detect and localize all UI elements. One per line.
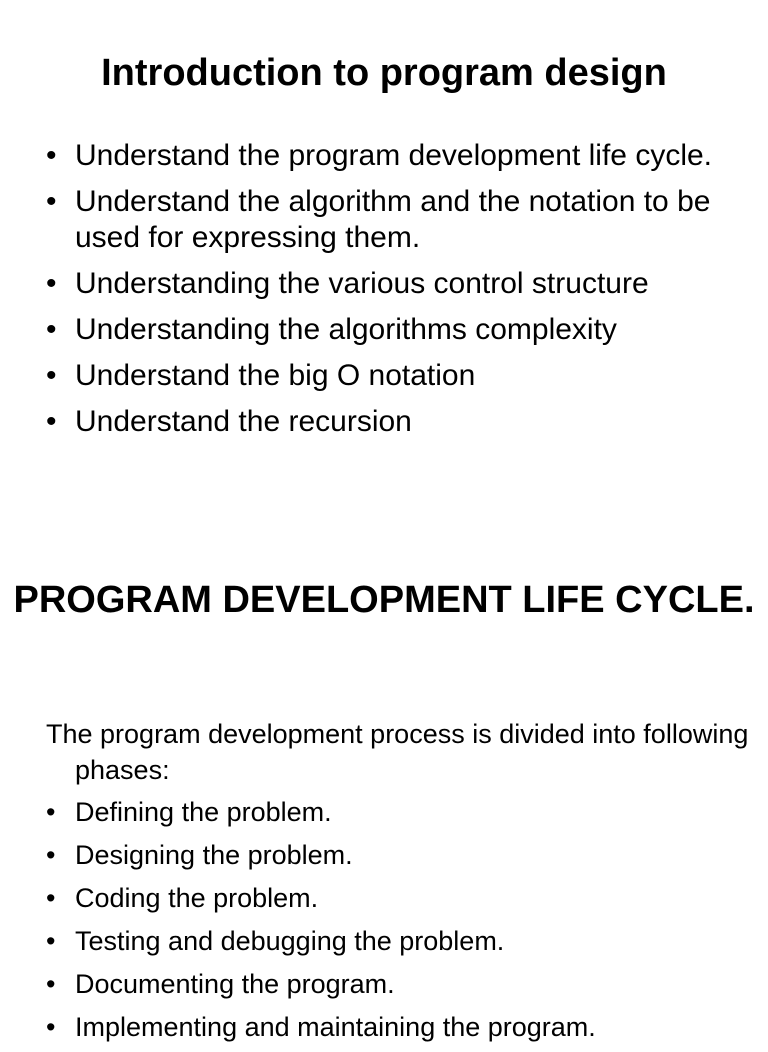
list-item-text: Implementing and maintaining the program. — [75, 1012, 596, 1042]
section-title-intro: Introduction to program design — [101, 52, 667, 94]
bullet-icon: • — [46, 359, 57, 392]
list-item — [46, 837, 736, 873]
list-item — [46, 404, 736, 440]
list-item-text: Understanding the algorithms complexity — [75, 313, 617, 346]
bullet-icon: • — [46, 840, 56, 870]
bullet-icon: • — [46, 313, 57, 346]
list-item-text: Understanding the various control structure — [75, 267, 649, 300]
list-item — [46, 266, 736, 302]
list-item-text: Testing and debugging the problem. — [75, 926, 505, 956]
list-item — [46, 880, 736, 916]
list-item-text: Documenting the program. — [75, 969, 395, 999]
bullet-icon: • — [46, 1012, 56, 1042]
list-item-text: Understand the recursion — [75, 405, 412, 438]
list-item-text: Understand the program development life cycle. — [75, 139, 713, 172]
bullet-icon: • — [46, 969, 56, 999]
bullet-icon: • — [46, 139, 57, 172]
phases-list — [46, 794, 736, 1052]
list-item — [46, 966, 736, 1002]
list-item — [46, 1009, 736, 1045]
bullet-icon: • — [46, 926, 56, 956]
list-item-text: Coding the problem. — [75, 883, 319, 913]
list-item — [46, 923, 736, 959]
objectives-list — [46, 138, 736, 450]
section-intro-text: The program development process is divided into following phases: — [46, 719, 749, 785]
list-item-text: Understand the big O notation — [75, 359, 476, 392]
list-item — [46, 184, 736, 256]
bullet-icon: • — [46, 405, 57, 438]
list-item — [46, 138, 736, 174]
section-title-pdlc: PROGRAM DEVELOPMENT LIFE CYCLE. — [13, 579, 755, 621]
list-item — [46, 794, 736, 830]
bullet-icon: • — [46, 185, 57, 218]
list-item-text: Designing the problem. — [75, 840, 353, 870]
list-item-text: Understand the algorithm and the notation to be used for expressing them. — [75, 185, 711, 254]
list-item-text: Defining the problem. — [75, 797, 332, 827]
list-item — [46, 312, 736, 348]
bullet-icon: • — [46, 797, 56, 827]
bullet-icon: • — [46, 883, 56, 913]
list-item — [46, 358, 736, 394]
bullet-icon: • — [46, 267, 57, 300]
